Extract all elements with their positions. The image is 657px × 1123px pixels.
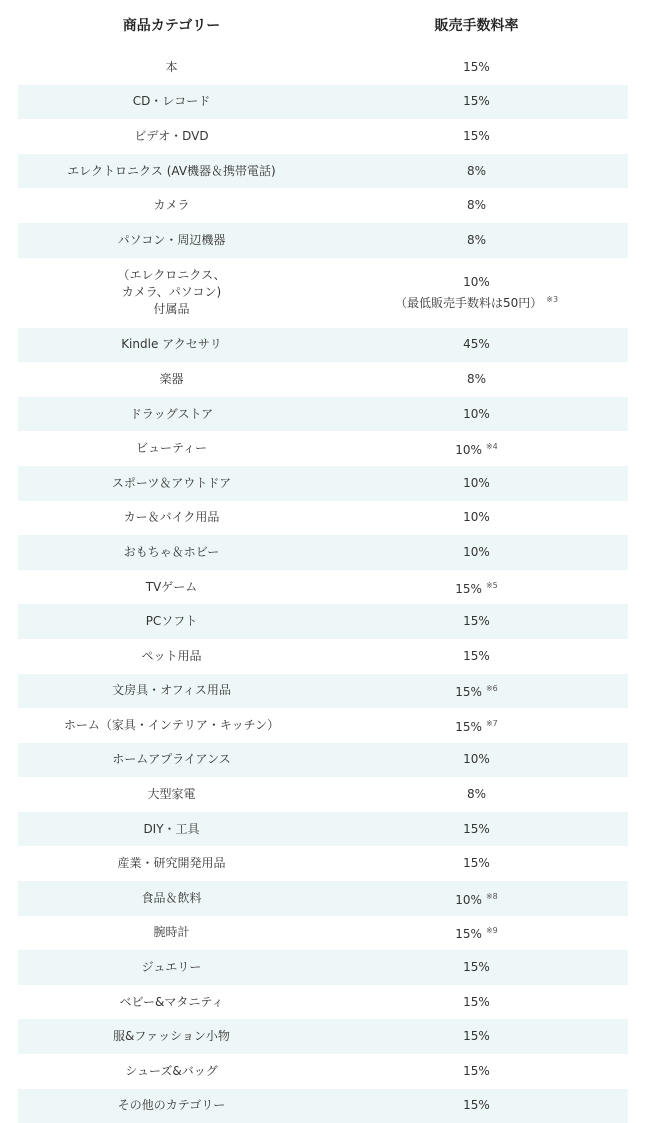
fee-value: 15%	[463, 960, 490, 975]
fee-cell	[325, 59, 628, 76]
header-fee: 販売手数料率	[434, 18, 519, 34]
footnote-mark[interactable]: ※4	[485, 442, 498, 452]
table-row	[18, 674, 628, 709]
category-cell: 楽器	[159, 371, 184, 386]
fee-sub-text: （最低販売手数料は50円）	[394, 295, 543, 310]
table-row	[18, 85, 628, 120]
fee-cell	[325, 163, 628, 180]
table-row	[18, 397, 628, 432]
fee-value: 15%	[455, 927, 482, 942]
fee-value: 8%	[466, 371, 487, 386]
fee-cell	[325, 197, 628, 214]
table-row	[18, 812, 628, 847]
fee-value: 15%	[463, 994, 490, 1009]
fee-cell	[325, 751, 628, 768]
fee-cell	[325, 1063, 628, 1080]
header-category: 商品カテゴリー	[122, 18, 221, 34]
table-row	[18, 604, 628, 639]
category-cell: CD・レコード	[132, 94, 211, 109]
fee-value: 15%	[463, 59, 490, 74]
fee-value: 15%	[463, 1029, 490, 1044]
fee-cell	[325, 475, 628, 492]
table-row	[18, 535, 628, 570]
fee-line	[325, 274, 628, 291]
category-line: （エレクロニクス、	[117, 268, 226, 283]
table-row	[18, 708, 628, 743]
fee-cell	[325, 786, 628, 803]
table-row	[18, 501, 628, 536]
table-row	[18, 188, 628, 223]
footnote-mark[interactable]: ※3	[546, 294, 559, 304]
fee-cell	[325, 544, 628, 561]
fee-value: 15%	[463, 94, 490, 109]
category-cell: 産業・研究開発用品	[117, 856, 226, 871]
fee-value: 15%	[463, 856, 490, 871]
table-row	[18, 119, 628, 154]
category-cell: 本	[165, 59, 178, 74]
table-row	[18, 743, 628, 778]
fee-value: 10%	[455, 892, 482, 907]
table-row	[18, 881, 628, 916]
fee-cell	[325, 232, 628, 249]
fee-cell	[325, 994, 628, 1011]
table-row	[18, 950, 628, 985]
footnote-mark[interactable]: ※7	[485, 718, 498, 728]
footnote-mark[interactable]: ※6	[485, 684, 498, 694]
table-row	[18, 258, 628, 328]
fee-value: 8%	[466, 787, 487, 802]
category-cell: ペット用品	[141, 648, 202, 663]
footnote-mark[interactable]: ※8	[485, 891, 498, 901]
category-cell: ホーム（家具・インテリア・キッチン）	[63, 717, 280, 732]
category-cell: 文房具・オフィス用品	[112, 683, 231, 698]
fee-value: 10%	[463, 406, 490, 421]
fee-cell	[325, 274, 628, 312]
table-row	[18, 1019, 628, 1054]
category-cell: シューズ&バッグ	[125, 1063, 218, 1078]
fee-value: 10%	[463, 475, 490, 490]
table-row	[18, 777, 628, 812]
fee-value: 15%	[463, 614, 490, 629]
fee-value: 15%	[463, 648, 490, 663]
fee-value: 15%	[455, 685, 482, 700]
table-row	[18, 1089, 628, 1123]
category-cell: ジュエリー	[141, 960, 202, 975]
table-row	[18, 466, 628, 501]
fee-cell	[325, 1097, 628, 1114]
fee-cell	[325, 1028, 628, 1045]
fee-value: 15%	[463, 1098, 490, 1113]
table-header	[18, 0, 628, 50]
footnote-mark[interactable]: ※9	[485, 926, 498, 936]
fee-cell	[325, 371, 628, 388]
category-cell: ビデオ・DVD	[134, 128, 209, 143]
fee-cell	[325, 509, 628, 526]
category-cell: エレクトロニクス (AV機器＆携帯電話)	[67, 163, 276, 178]
fee-value: 8%	[466, 232, 487, 247]
fee-value: 10%	[463, 510, 490, 525]
fee-value: 10%	[463, 752, 490, 767]
category-cell: ホームアプライアンス	[112, 752, 231, 767]
fee-cell	[325, 93, 628, 110]
fee-cell	[325, 648, 628, 665]
fee-value: 8%	[466, 198, 487, 213]
category-cell	[18, 267, 325, 318]
category-cell: 腕時計	[153, 925, 190, 940]
fee-cell	[325, 855, 628, 872]
table-row	[18, 570, 628, 605]
fee-value: 15%	[455, 581, 482, 596]
fee-table	[18, 0, 628, 1123]
category-cell: 服&ファッション小物	[113, 1029, 230, 1044]
fee-value: 15%	[455, 719, 482, 734]
table-row	[18, 639, 628, 674]
table-body	[18, 50, 628, 1123]
category-cell: 大型家電	[147, 787, 196, 802]
fee-cell	[325, 406, 628, 423]
fee-cell	[325, 613, 628, 630]
category-cell: その他のカテゴリー	[117, 1098, 226, 1113]
category-cell: ベビー&マタニティ	[119, 994, 224, 1009]
fee-cell	[325, 680, 628, 701]
category-cell: PCソフト	[145, 614, 198, 629]
fee-cell	[325, 959, 628, 976]
table-row	[18, 328, 628, 363]
fee-cell	[325, 922, 628, 943]
table-row	[18, 985, 628, 1020]
fee-value: 10%	[455, 443, 482, 458]
fee-cell	[325, 821, 628, 838]
category-cell: おもちゃ＆ホビー	[123, 544, 220, 559]
category-line: 付属品	[153, 302, 190, 317]
fee-value: 15%	[463, 128, 490, 143]
category-cell: スポーツ＆アウトドア	[111, 475, 232, 490]
table-row	[18, 1054, 628, 1089]
category-cell: Kindle アクセサリ	[121, 337, 222, 352]
fee-value: 8%	[466, 163, 487, 178]
category-cell: カー＆バイク用品	[123, 510, 220, 525]
category-line: カメラ、パソコン)	[121, 285, 222, 300]
category-cell: TVゲーム	[145, 579, 198, 594]
fee-cell	[325, 336, 628, 353]
fee-cell	[325, 577, 628, 598]
fee-cell	[325, 888, 628, 909]
fee-value: 45%	[463, 337, 490, 352]
category-cell: ドラッグストア	[129, 406, 214, 421]
fee-value: 10%	[463, 274, 490, 289]
fee-sub-line	[325, 291, 628, 312]
fee-cell	[325, 438, 628, 459]
fee-value: 10%	[463, 544, 490, 559]
fee-value: 15%	[463, 1063, 490, 1078]
category-cell: DIY・工具	[143, 821, 200, 836]
fee-cell	[325, 715, 628, 736]
category-cell: パソコン・周辺機器	[117, 232, 226, 247]
table-row	[18, 223, 628, 258]
category-cell: ビューティー	[135, 441, 208, 456]
footnote-mark[interactable]: ※5	[485, 580, 498, 590]
table-row	[18, 154, 628, 189]
category-cell: カメラ	[153, 198, 190, 213]
table-row	[18, 362, 628, 397]
table-row	[18, 916, 628, 951]
table-row	[18, 50, 628, 85]
table-row	[18, 431, 628, 466]
table-row	[18, 846, 628, 881]
category-cell: 食品＆飲料	[141, 890, 202, 905]
fee-cell	[325, 128, 628, 145]
fee-value: 15%	[463, 821, 490, 836]
